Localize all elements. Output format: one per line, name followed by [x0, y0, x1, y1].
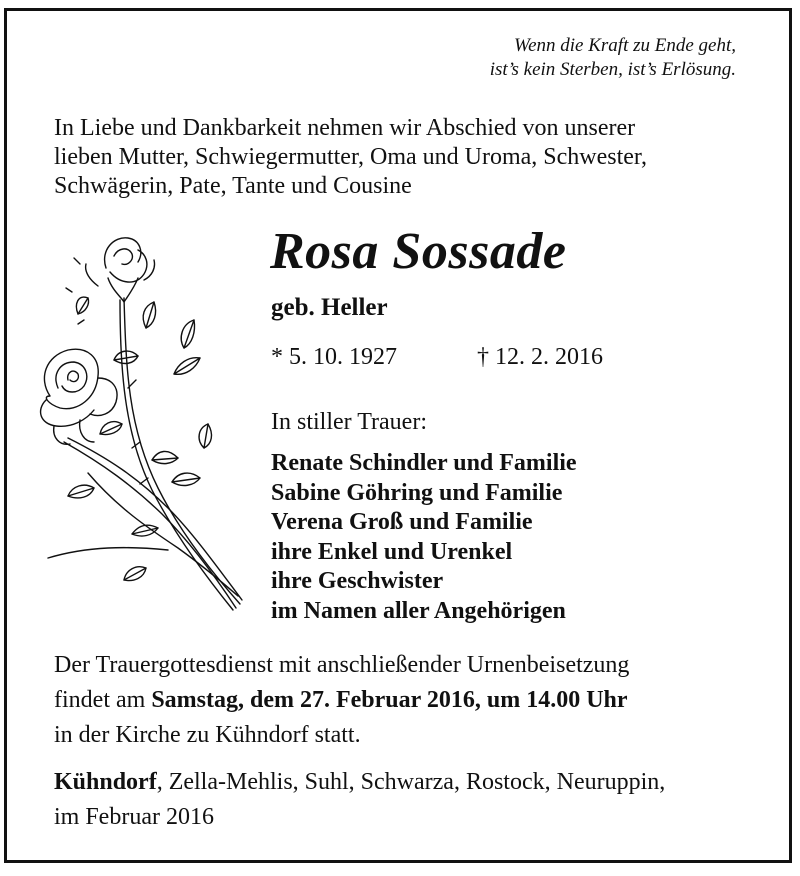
intro-line-3: Schwägerin, Pate, Tante und Cousine [54, 173, 412, 199]
maiden-name: geb. Heller [271, 294, 388, 321]
intro-line-2: lieben Mutter, Schwiegermutter, Oma und Uroma, Schwester, [54, 144, 647, 170]
service-date-time: Samstag, dem 27. Februar 2016, um 14.00 Uhr [151, 687, 628, 713]
places-line-2: im Februar 2016 [54, 804, 214, 830]
motto-line-2: ist’s kein Sterben, ist’s Erlösung. [489, 59, 736, 80]
service-info [54, 648, 629, 753]
mourner-item: im Namen aller Angehörigen [271, 597, 566, 624]
service-line-3: in der Kirche zu Kühndorf statt. [54, 722, 361, 748]
service-line-1: Der Trauergottesdienst mit anschließender Urnenbeisetzung [54, 652, 630, 678]
death-date: † 12. 2. 2016 [477, 344, 603, 370]
places-and-date [54, 765, 665, 835]
service-line-2 [54, 683, 629, 718]
mourner-item: ihre Enkel und Urenkel [271, 538, 513, 565]
mourner-item: Renate Schindler und Familie [271, 450, 577, 476]
intro-text [54, 114, 647, 201]
motto-line-1: Wenn die Kraft zu Ende geht, [514, 35, 736, 56]
places-rest: , Zella-Mehlis, Suhl, Schwarza, Rostock, Neuruppin, [156, 769, 666, 795]
place-kuehndorf: Kühndorf [54, 769, 157, 795]
mourner-item: Verena Groß und Familie [271, 509, 533, 535]
places-line-1 [54, 765, 665, 800]
birth-date: * 5. 10. 1927 [271, 344, 397, 370]
mourners-list [271, 449, 577, 626]
deceased-name: Rosa Sossade [270, 223, 567, 280]
mourner-item: Sabine Göhring und Familie [271, 479, 563, 506]
rose-illustration-icon [28, 228, 258, 618]
mourning-label: In stiller Trauer: [271, 409, 427, 435]
mourner-item: ihre Geschwister [271, 568, 444, 594]
service-prefix: findet am [54, 687, 152, 713]
intro-line-1: In Liebe und Dankbarkeit nehmen wir Abschied von unserer [54, 115, 636, 141]
motto [490, 34, 736, 82]
